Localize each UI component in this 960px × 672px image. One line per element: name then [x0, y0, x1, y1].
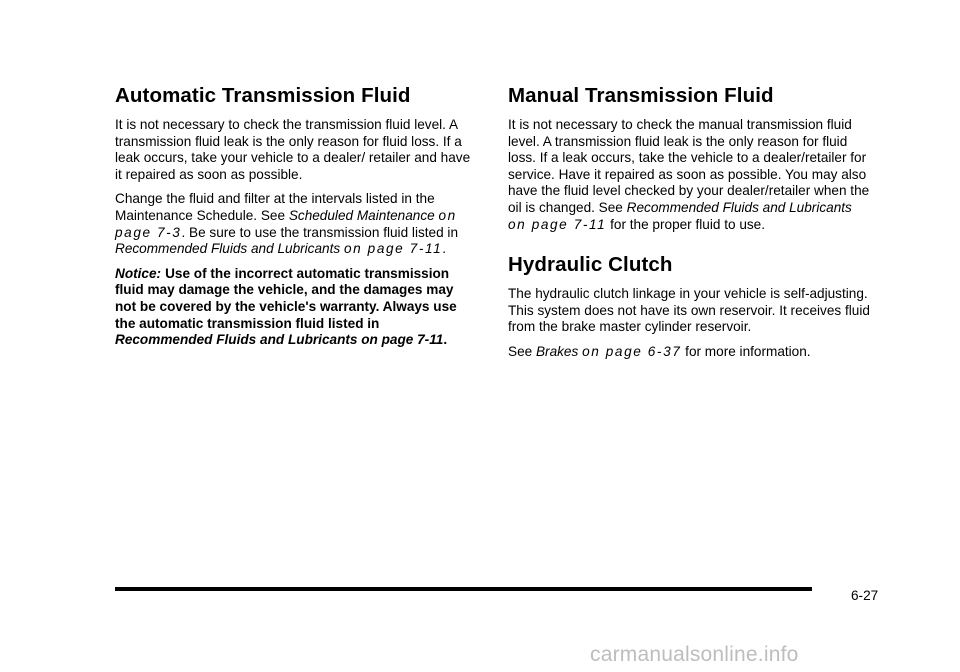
left-column	[115, 82, 477, 357]
text-span: .	[443, 332, 448, 348]
text-span: .	[442, 241, 447, 257]
link-scheduled-maintenance[interactable]: Scheduled Maintenance	[288, 207, 435, 223]
link-page-6-37[interactable]: on page 6-37	[582, 343, 682, 359]
text-span: See	[508, 343, 536, 359]
notice-label: Notice:	[115, 265, 162, 281]
section-heading-hydraulic-clutch: Hydraulic Clutch	[508, 253, 673, 277]
page-number: 6-27	[851, 588, 879, 603]
text-span: . Be sure to use the transmission fluid listed in	[181, 224, 459, 240]
watermark: carmanualsonline.info	[590, 643, 799, 666]
notice-paragraph	[115, 266, 477, 349]
text-span: Change the fluid and filter at the intervals listed in the Maintenance Schedule. See	[115, 191, 435, 223]
link-page-7-3[interactable]: on page 7-3	[115, 207, 457, 240]
paragraph-see-brakes	[508, 344, 870, 361]
section-heading-automatic-transmission-fluid: Automatic Transmission Fluid	[115, 84, 411, 107]
text-span: It is not necessary to check the manual transmission fluid level. A transmission fluid leak is the only reason for fluid loss. If a leak occurs, take the vehicle to a dealer/retailer for service. Have it repaired as soon as possible. You may also have the fluid level checked by your dealer/retailer when the oil is changed. See	[508, 117, 870, 215]
link-notice-recommended-fluids[interactable]: Recommended Fluids and Lubricants on page 7-11	[115, 332, 444, 348]
link-page-7-11[interactable]: on page 7-11	[343, 241, 443, 257]
paragraph-fluid-level: It is not necessary to check the transmission fluid level. A transmission fluid leak is the only reason for fluid loss. If a leak occurs, take your vehicle to a dealer/ retailer and have it repaired as soon as possible.	[115, 117, 471, 182]
paragraph-change-fluid	[115, 191, 477, 257]
paragraph-manual-fluid	[508, 117, 870, 233]
link-recommended-fluids-right[interactable]: Recommended Fluids and Lubricants	[626, 199, 852, 215]
text-span: for the proper fluid to use.	[606, 216, 766, 232]
right-column	[508, 82, 870, 369]
link-recommended-fluids[interactable]: Recommended Fluids and Lubricants	[115, 241, 341, 257]
link-page-7-11-right[interactable]: on page 7-11	[508, 216, 607, 232]
section-heading-manual-transmission-fluid: Manual Transmission Fluid	[508, 84, 774, 107]
text-span: for more information.	[681, 343, 811, 359]
paragraph-hydraulic-clutch: The hydraulic clutch linkage in your vehicle is self-adjusting. This system does not have its own reservoir. It receives fluid from the brake master cylinder reservoir.	[508, 286, 870, 335]
footer-rule	[115, 587, 812, 591]
link-brakes[interactable]: Brakes	[535, 343, 579, 359]
notice-text: Use of the incorrect automatic transmission fluid may damage the vehicle, and the damages may not be covered by the vehicle's warranty. Always use the automatic transmission fluid listed in	[115, 265, 457, 331]
